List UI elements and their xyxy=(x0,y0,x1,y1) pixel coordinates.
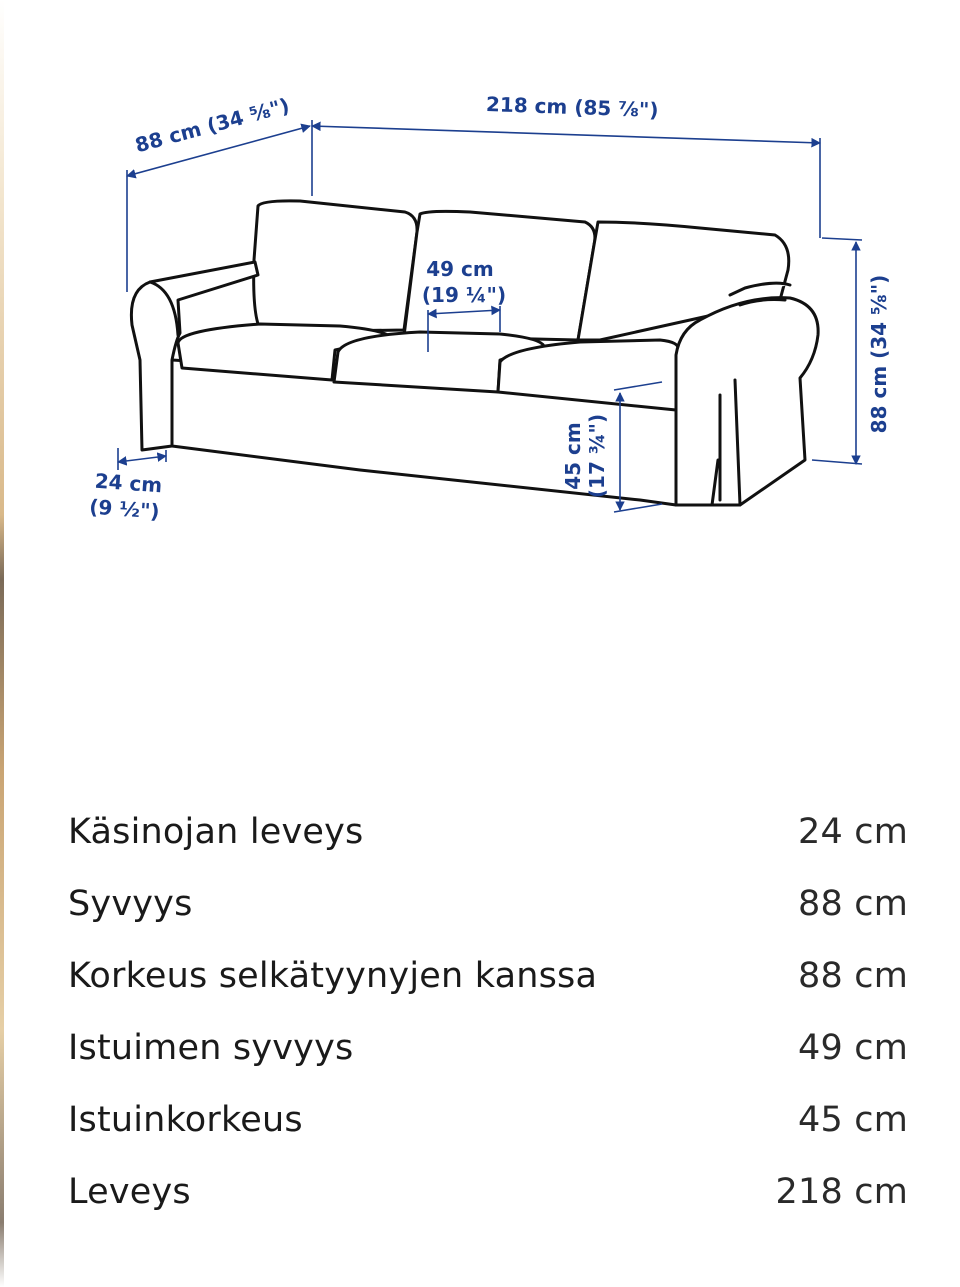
depth-dimension-label: 88 cm (34 ⅝") xyxy=(132,93,292,158)
spec-row-height-with-back-cushions xyxy=(68,940,908,1012)
spec-value: 49 cm xyxy=(798,1028,908,1068)
armrest-cm-label: 24 cm xyxy=(93,468,163,498)
spec-value: 45 cm xyxy=(798,1100,908,1140)
spec-value: 24 cm xyxy=(798,812,908,852)
armrest-in-label: (9 ½") xyxy=(88,494,161,524)
spec-row-seat-depth xyxy=(68,1012,908,1084)
sofa-drawing xyxy=(131,201,818,505)
seat-height-cm-label: 45 cm xyxy=(561,422,585,490)
sofa-dimension-diagram xyxy=(0,0,960,560)
height-dimension-label: 88 cm (34 ⅝") xyxy=(867,274,891,434)
seat-depth-in-label: (19 ¼") xyxy=(421,283,507,307)
spec-row-depth xyxy=(68,868,908,940)
spec-label: Käsinojan leveys xyxy=(68,812,364,852)
spec-label: Korkeus selkätyynyjen kanssa xyxy=(68,956,598,996)
spec-label: Istuimen syvyys xyxy=(68,1028,354,1068)
spec-value: 88 cm xyxy=(798,884,908,924)
spec-row-seat-height xyxy=(68,1084,908,1156)
dimension-spec-list xyxy=(68,796,908,1228)
spec-label: Istuinkorkeus xyxy=(68,1100,303,1140)
seat-depth-cm-label: 49 cm xyxy=(426,257,494,281)
seat-height-in-label: (17 ¾") xyxy=(585,413,609,499)
width-dimension-label: 218 cm (85 ⅞") xyxy=(485,92,659,123)
spec-row-width xyxy=(68,1156,908,1228)
spec-label: Leveys xyxy=(68,1172,191,1212)
spec-value: 218 cm xyxy=(775,1172,908,1212)
spec-value: 88 cm xyxy=(798,956,908,996)
spec-row-armrest-width xyxy=(68,796,908,868)
spec-label: Syvyys xyxy=(68,884,193,924)
